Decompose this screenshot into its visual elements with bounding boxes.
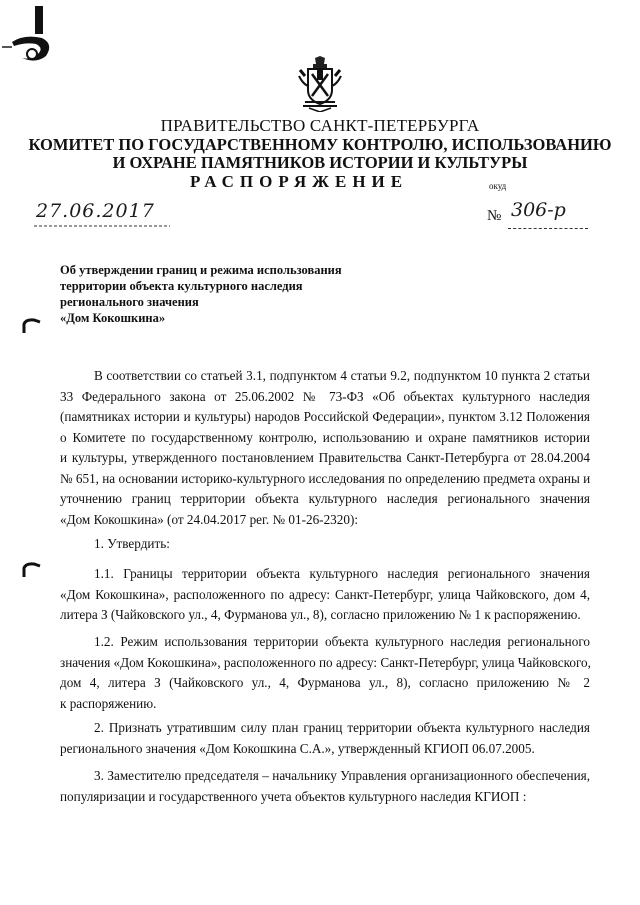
- text-line: «Дом Кокошкина», расположенного по адресу: Санкт-Петербург, улица Чайковского, дом 4,: [60, 586, 590, 602]
- body-paragraph-1: [60, 366, 590, 530]
- document-type: РАСПОРЯЖЕНИЕ: [190, 172, 409, 191]
- okud-label: окуд: [489, 181, 507, 191]
- text-line: № 651, на основании историко-культурного исследования по определению предмета охраны и: [60, 470, 591, 486]
- corner-bracket-icon: [20, 316, 42, 334]
- text-line: 33 Федерального закона от 25.06.2002 № 73-ФЗ «Об объектах культурного наследия: [60, 388, 590, 404]
- text-line: 1.1. Границы территории объекта культурного наследия регионального значения: [94, 566, 590, 581]
- government-name: ПРАВИТЕЛЬСТВО САНКТ-ПЕТЕРБУРГА: [160, 116, 480, 135]
- number-underline: [508, 224, 588, 229]
- title-line: территории объекта культурного наследия: [60, 279, 303, 293]
- text-line: значения «Дом Кокошкина», расположенного по адресу: Санкт-Петербург, улица Чайковского,: [60, 654, 591, 670]
- text-line: регионального значения «Дом Кокошкина С.А.», утвержденный КГИОП 06.07.2005.: [60, 740, 535, 756]
- text-line: дом 4, литера З (Чайковского ул., 4, Фурманова ул., 8), согласно приложению № 2: [60, 675, 590, 690]
- text-line: уточнению границ территории объекта культурного наследия регионального значения: [60, 491, 590, 506]
- date-underline: [34, 216, 170, 228]
- text-line: 1.2. Режим использования территории объекта культурного наследия регионального: [94, 634, 590, 649]
- text-line: В соответствии со статьей 3.1, подпунктом 4 статьи 9.2, подпунктом 10 пункта 2 статьи: [94, 368, 590, 383]
- corner-bracket-icon: [20, 560, 42, 578]
- text-line: литера З (Чайковского ул., 4, Фурманова ул., 8), согласно приложению № 1 к распоряжению.: [60, 607, 581, 622]
- title-line: «Дом Кокошкина»: [60, 311, 166, 325]
- body-paragraph-5: [60, 718, 590, 759]
- body-paragraph-2: [60, 534, 590, 555]
- text-line: 2. Признать утратившим силу план границ территории объекта культурного наследия: [94, 720, 590, 735]
- document-title: [60, 262, 342, 326]
- committee-name: [0, 136, 640, 172]
- document-date: 27.06.2017: [36, 200, 155, 222]
- title-line: регионального значения: [60, 295, 199, 309]
- text-line: «Дом Кокошкина» (от 24.04.2017 рег. № 01-26-2320):: [60, 511, 358, 527]
- text-line: и культуры, утвержденного постановлением Правительства Санкт-Петербурга от 28.04.2004: [60, 450, 590, 465]
- body-paragraph-3: [60, 564, 590, 626]
- number-label: №: [487, 208, 502, 224]
- text-line: о Комитете по государственному контролю, использованию и охране памятников истории: [60, 429, 590, 445]
- committee-name-line1: КОМИТЕТ ПО ГОСУДАРСТВЕННОМУ КОНТРОЛЮ, ИСПОЛЬЗОВАНИЮ: [28, 135, 612, 154]
- title-line: Об утверждении границ и режима использования: [60, 263, 342, 277]
- coat-of-arms-icon: [297, 56, 343, 112]
- body-paragraph-4: [60, 632, 590, 714]
- body-paragraph-6: [60, 766, 590, 807]
- text-line: популяризации и государственного учета объектов культурного наследия КГИОП :: [60, 788, 527, 804]
- text-line: к распоряжению.: [60, 695, 157, 711]
- text-line: 1. Утвердить:: [94, 536, 170, 551]
- committee-name-line2: И ОХРАНЕ ПАМЯТНИКОВ ИСТОРИИ И КУЛЬТУРЫ: [112, 153, 528, 172]
- scan-mark-icon: [2, 4, 54, 64]
- text-line: (памятниках истории и культуры) народов Российской Федерации», пунктом 3.12 Положения: [60, 409, 590, 424]
- text-line: 3. Заместителю председателя – начальнику Управления организационного обеспечения,: [94, 768, 590, 783]
- document-number: 306-р: [511, 199, 566, 221]
